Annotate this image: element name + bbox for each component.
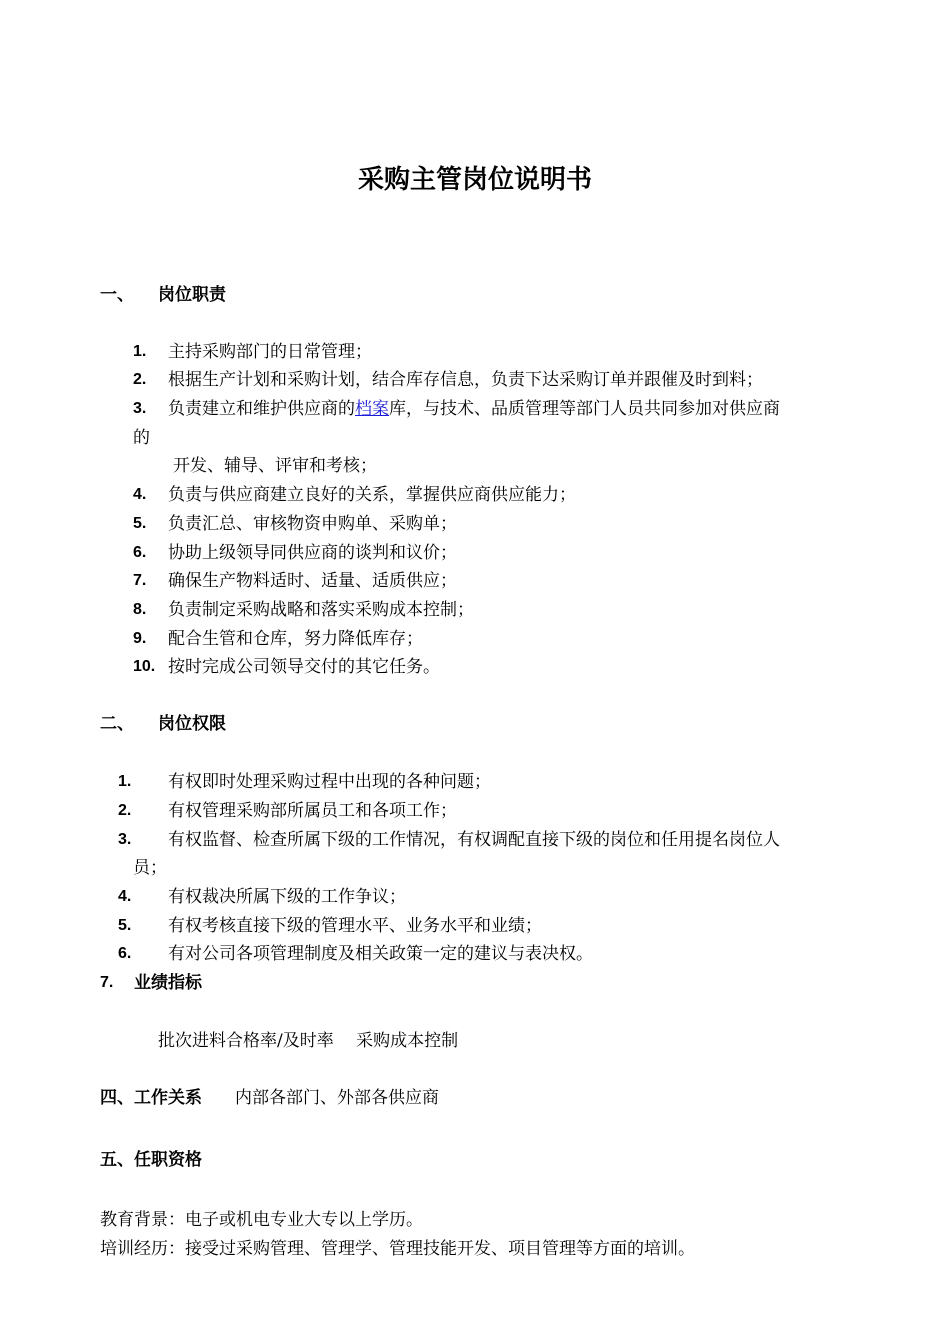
duty-number: 10. xyxy=(133,658,156,675)
duty-item-text: 负责建立和维护供应商的 xyxy=(168,399,355,419)
authority-number: 1. xyxy=(118,773,132,790)
authority-number: 6. xyxy=(118,945,132,962)
section3-number: 7. xyxy=(100,974,114,991)
duty-number: 9. xyxy=(133,630,147,647)
section4-heading: 四、工作关系 xyxy=(100,1088,202,1108)
authority-number: 5. xyxy=(118,917,132,934)
page-title: 采购主管岗位说明书 xyxy=(357,165,592,195)
authority-item: 有权管理采购部所属员工和各项工作； xyxy=(168,801,457,821)
section5-heading: 五、任职资格 xyxy=(100,1150,202,1170)
section1-heading: 岗位职责 xyxy=(158,285,226,305)
duty-item xyxy=(168,397,780,421)
authority-item-wrap: 员； xyxy=(133,858,167,878)
duty-number: 5. xyxy=(133,515,147,532)
authority-number: 2. xyxy=(118,802,132,819)
authority-number: 3. xyxy=(118,831,132,848)
duty-item: 负责汇总、审核物资申购单、采购单； xyxy=(168,514,457,534)
section2-heading: 岗位权限 xyxy=(158,714,226,734)
education-background: 教育背景：电子或机电专业大专以上学历。 xyxy=(100,1210,423,1230)
authority-item: 有权监督、检查所属下级的工作情况，有权调配直接下级的岗位和任用提名岗位人 xyxy=(168,830,780,850)
archive-link[interactable]: 档案 xyxy=(355,399,389,419)
duty-number: 3. xyxy=(133,400,147,417)
authority-item: 有权考核直接下级的管理水平、业务水平和业绩； xyxy=(168,916,542,936)
duty-number: 4. xyxy=(133,486,147,503)
duty-item: 根据生产计划和采购计划，结合库存信息，负责下达采购订单并跟催及时到料； xyxy=(168,370,763,390)
performance-indicators: 批次进料合格率/及时率 采购成本控制 xyxy=(158,1031,459,1051)
duty-number: 7. xyxy=(133,572,147,589)
duty-item-wrap: 的 xyxy=(133,428,150,448)
authority-item: 有对公司各项管理制度及相关政策一定的建议与表决权。 xyxy=(168,944,593,964)
duty-item: 按时完成公司领导交付的其它任务。 xyxy=(168,657,440,677)
duty-item: 确保生产物料适时、适量、适质供应； xyxy=(168,571,457,591)
duty-number: 2. xyxy=(133,371,147,388)
duty-item: 负责与供应商建立良好的关系，掌握供应商供应能力； xyxy=(168,485,576,505)
authority-number: 4. xyxy=(118,888,132,905)
duty-number: 6. xyxy=(133,544,147,561)
training-experience: 培训经历：接受过采购管理、管理学、管理技能开发、项目管理等方面的培训。 xyxy=(100,1239,695,1259)
duty-item-text: 库，与技术、品质管理等部门人员共同参加对供应商 xyxy=(389,399,780,419)
section1-number: 一、 xyxy=(100,285,134,305)
duty-number: 8. xyxy=(133,601,147,618)
section2-number: 二、 xyxy=(100,714,134,734)
work-relations: 内部各部门、外部各供应商 xyxy=(235,1088,439,1108)
duty-item-continuation: 开发、辅导、评审和考核； xyxy=(173,456,377,476)
duty-item: 主持采购部门的日常管理； xyxy=(168,342,372,362)
duty-item: 协助上级领导同供应商的谈判和议价； xyxy=(168,543,457,563)
section3-heading: 业绩指标 xyxy=(134,973,202,993)
duty-item: 配合生管和仓库，努力降低库存； xyxy=(168,629,423,649)
authority-item: 有权即时处理采购过程中出现的各种问题； xyxy=(168,772,491,792)
duty-number: 1. xyxy=(133,343,147,360)
duty-item: 负责制定采购战略和落实采购成本控制； xyxy=(168,600,474,620)
authority-item: 有权裁决所属下级的工作争议； xyxy=(168,887,406,907)
